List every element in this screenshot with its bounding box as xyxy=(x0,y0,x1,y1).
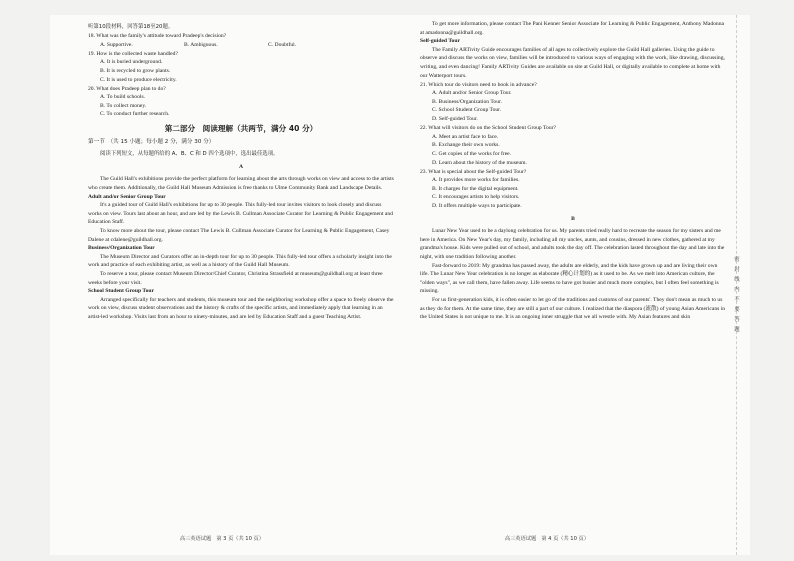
self-guided-tour-text: The Family ARTivity Guide encourages families of all ages to collectively explore the Guild Hall galleries. Using the guide to observe and discuss the works on view, families will be introduced to various ways of engaging with the work, like drawing, discussing, writing, and even dancing! Family ARTivity Guides are available on site at Guild Hall, or digitally available to complete at home with our Watterport tours. xyxy=(420,46,725,79)
answer-option: A. Meet an artist face to face. xyxy=(432,133,499,140)
seal-line-char: 题 xyxy=(734,327,740,333)
question-stem: 20. What does Pradeep plan to do? xyxy=(88,85,166,92)
passage-a-intro: The Guild Hall's exhibitions provide the perfect platform for learning about the arts through works on view and access to the artists who create them. Additionally, the Guild Hall Museum Admission is free thanks to Ulme Community Bank and Landscape Details. xyxy=(88,176,394,191)
question-stem: 18. What was the family's attitude toward Pradeep's decision? xyxy=(88,33,227,40)
part-two-title: 第二部分 阅读理解（共两节，满分 40 分） xyxy=(164,124,318,134)
answer-option: B. To collect money. xyxy=(100,102,147,109)
seal-line-char: 答 xyxy=(734,317,740,323)
answer-option: A. It provides more works for families. xyxy=(432,177,520,184)
seal-line-char: 线 xyxy=(734,277,740,283)
heading-school-tour: School Student Group Tour xyxy=(88,288,154,295)
passage-b-para-1: Lunar New Year used to be a daylong celebration for us. My parents tried really hard to recreate the season for my sisters and me here in America. On New Year's day, my family, including all my uncles, aunts, and cousins, dressed in new clothes, gathered at my grandma's house. Kids were pulled out of school, and adults took the day off. The celebration lasted throughout the day and late into the night, with one tradition following another. xyxy=(420,228,725,260)
answer-option: D. Learn about the history of the museum. xyxy=(432,159,527,166)
heading-self-guided-tour: Self-guided Tour xyxy=(420,38,460,45)
answer-option: D. It offers multiple ways to participate. xyxy=(432,202,522,209)
answer-option: B. It is recycled to grow plants. xyxy=(100,67,171,74)
adult-tour-text: It's a guided tour of Guild Hall's exhibitions for up to 30 people. This fully-led tour invites visitors to look closely and discuss works on view. Tours last about an hour, and are led by the Lewis B. Cullman Associate Curator for Learning & Public Engagement and Education Staff. xyxy=(88,202,393,226)
seal-line-char: 密 xyxy=(734,257,740,263)
answer-option: C. Get copies of the works for free. xyxy=(432,150,512,157)
question-stem: 21. Which tour do visitors need to book in advance? xyxy=(420,81,537,88)
answer-option: D. Self-guided Tour. xyxy=(432,116,478,123)
passage-b-para-3: For us first-generation kids, it is often easier to let go of the traditions and customs of our parents'. They don't mean as much to us as they do for them. At the same time, they are still a part of our culture. I realized that the diaspora (流散) of young Asian Americans in the United States is not unique to me. It is an ongoing inner struggle that we all wrestle with. My Asian features and skin xyxy=(420,296,726,321)
answer-option: A. It is buried underground. xyxy=(100,59,163,66)
adult-tour-contact: To know more about the tour, please contact The Lewis B. Cullman Associate Curator for Learning & Public Engagement, Casey Dalene at cdalene@guildhall.org. xyxy=(88,227,390,243)
exam-sheet xyxy=(50,15,750,555)
answer-option: B. It charges for the digital equipment. xyxy=(432,185,519,192)
answer-option: B. Exchange their own works. xyxy=(432,142,500,149)
right-column xyxy=(420,20,726,322)
passage-a-label: A xyxy=(238,163,244,170)
section-one-title: 第一节 （共 15 小题；每小题 2 分，满分 30 分） xyxy=(88,138,215,145)
question-stem: 22. What will visitors do on the School Student Group Tour? xyxy=(420,125,556,132)
answer-option: B. Ambiguous. xyxy=(184,41,218,48)
passage-b-para-2: Fast-forward to 2019: My grandma has passed away, the adults are elderly, and the kids have grown up and are living their own life. The Lunar New Year celebration is no longer as elaborate (精心计划的) as it used to be. As we melt into American culture, the "olden ways", as we call them, have fallen away. Life seems to have got busier and much more complex, but I often feel something is missing. xyxy=(420,262,719,295)
page-footer-left: 高三英语试题 第 3 页（共 10 页） xyxy=(180,536,264,542)
seal-line-char: 不 xyxy=(734,297,740,303)
answer-option: A. To build schools. xyxy=(100,94,146,101)
heading-business-tour: Business/Organization Tour xyxy=(88,245,155,252)
answer-option: A. Adult and/or Senior Group Tour. xyxy=(432,90,512,97)
right-questions xyxy=(420,81,726,211)
business-tour-contact: To reserve a tour, please contact Museum Director/Chief Curator, Christina Strassfield at museum@guildhall.org at least three weeks before your visit. xyxy=(88,270,383,286)
question-stem: 23. What is special about the Self-guided Tour? xyxy=(420,168,527,175)
seal-line-char: 封 xyxy=(734,267,740,273)
left-column xyxy=(88,23,394,322)
answer-option: C. It encourages artists to help visitors. xyxy=(432,194,520,201)
school-tour-text: Arranged specifically for teachers and students, this museum tour and the neighboring workshop offer a space to freely observe the work on view, discuss student observations and the history & crafts of the specific artists, and immediately apply that learning in an artist-led workshop. Visits last from an hour to ninety-minutes, and are led by Education Staff and a guest Teaching Artist. xyxy=(88,296,394,320)
listening-intro: 听第10段材料，回答第18至20题。 xyxy=(88,24,174,30)
passage-b-label: B xyxy=(571,215,575,222)
left-questions xyxy=(88,32,394,119)
heading-adult-tour: Adult and/or Senior Group Tour xyxy=(88,193,166,200)
seal-line-char: 要 xyxy=(734,307,740,313)
reading-instructions: 阅读下列短文，从每题所给的 A、B、C 和 D 四个选项中，选出最佳选项。 xyxy=(100,151,279,158)
question-stem: 19. How is the collected waste handled? xyxy=(88,50,178,57)
answer-option: C. To conduct further research. xyxy=(100,111,170,118)
answer-option: C. It is used to produce electricity. xyxy=(100,76,177,83)
seal-line-notice xyxy=(732,255,742,335)
answer-option: C. Doubtful. xyxy=(268,41,297,48)
page-footer-right: 高三英语试题 第 4 页（共 10 页） xyxy=(505,536,589,542)
school-tour-contact: To get more information, please contact The Pani Kenner Senior Associate for Learning & Public Engagement, Anthony Madonna at amadonna@guildhall.org. xyxy=(420,21,725,36)
seal-line-char: 内 xyxy=(734,287,740,293)
answer-option: B. Business/Organization Tour. xyxy=(432,98,502,105)
business-tour-text: The Museum Director and Curators offer an in-depth tour for up to 30 people. This fully-led tour offers a scholarly insight into the work and practice of each exhibiting artist, as well as a history of the Guild Hall Museum. xyxy=(88,253,392,269)
answer-option: A. Supportive. xyxy=(100,41,133,48)
answer-option: C. School Student Group Tour. xyxy=(432,107,502,114)
option-row xyxy=(88,41,394,50)
